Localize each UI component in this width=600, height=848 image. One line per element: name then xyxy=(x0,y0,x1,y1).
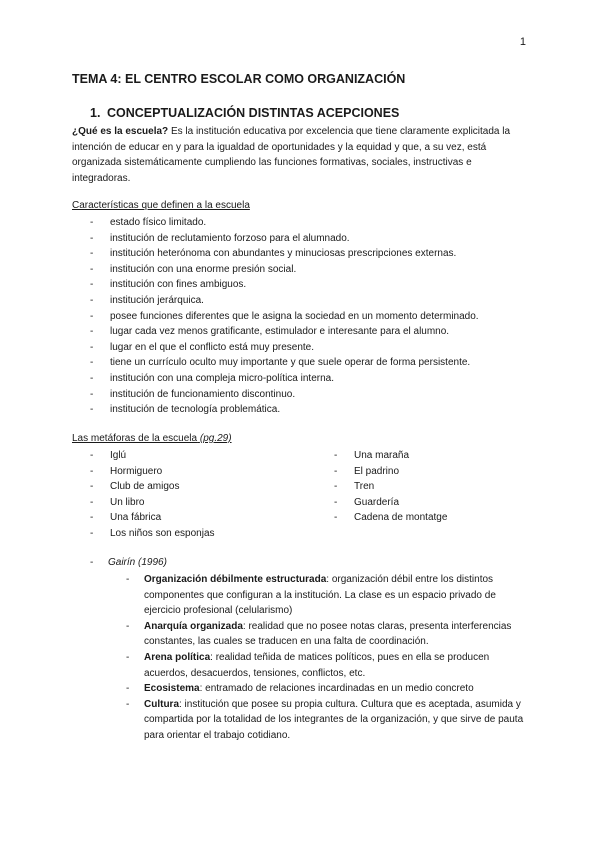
list-item-text: institución jerárquica. xyxy=(110,294,204,306)
list-item: - Arena política: realidad teñida de matices políticos, pues en ella se producen acuerdos, desacuerdos, tensiones, conflictos, etc. xyxy=(126,651,490,679)
list-item-text: institución de tecnología problemática. xyxy=(110,404,281,416)
section-heading-text: CONCEPTUALIZACIÓN DISTINTAS ACEPCIONES xyxy=(107,106,400,120)
list-item: - institución de funcionamiento discontinuo. xyxy=(90,388,296,400)
list-item-text: Cadena de montatge xyxy=(354,512,448,524)
list-item-text: posee funciones diferentes que le asigna la sociedad en un momento determinado. xyxy=(110,310,479,322)
list-item: - institución de tecnología problemática. xyxy=(90,404,281,416)
list-item-text: Un libro xyxy=(110,496,145,508)
characteristics-list xyxy=(90,215,479,418)
list-item-text: institución heterónoma con abundantes y minuciosas prescripciones externas. xyxy=(110,248,457,260)
list-item-text: Una maraña xyxy=(354,450,410,461)
list-item-text: Una fábrica xyxy=(110,512,162,524)
page-number: 1 xyxy=(519,36,526,48)
list-item-text: institución con una enorme presión social. xyxy=(110,263,297,275)
list-item: - Un libro xyxy=(90,496,145,508)
term: Organización débilmente estructurada xyxy=(144,574,327,585)
intro-text: Es la institución educativa por excelencia que tiene claramente explicitada la intención de educar en y para la igualdad de oportunidades y la equidad y que, a su vez, está organizada sistemáticamente cumpliendo las funciones formativas, sociales, instructivas e integradoras. xyxy=(72,126,511,184)
metaphors-list-right xyxy=(334,448,447,526)
list-item: - Club de amigos xyxy=(90,481,180,493)
list-item: - tiene un currículo oculto muy importante y que suele operar de forma persistente. xyxy=(90,357,471,369)
list-item-text: institución con una compleja micro-política interna. xyxy=(110,372,334,384)
definition: : realidad teñida de matices políticos, pues en ella se producen acuerdos, desacuerdos, tensiones, conflictos, etc. xyxy=(144,651,490,679)
list-item-text: Hormiguero xyxy=(110,465,163,477)
section-heading xyxy=(90,106,399,120)
list-item-text: institución de reclutamiento forzoso para el alumnado. xyxy=(110,232,350,244)
metaphors-heading-text: Las metáforas de la escuela xyxy=(72,433,198,444)
intro-paragraph xyxy=(72,124,532,186)
gairin-reference: - Gairín (1996) xyxy=(90,557,167,568)
list-item: - institución de reclutamiento forzoso para el alumnado. xyxy=(90,232,350,244)
gairin-label: Gairín (1996) xyxy=(108,557,167,568)
list-item-text: Tren xyxy=(354,481,375,493)
term: Ecosistema xyxy=(144,683,200,695)
list-item: - Una maraña xyxy=(334,450,410,461)
metaphors-heading xyxy=(72,433,232,444)
list-item-text: Guardería xyxy=(354,496,400,508)
list-item-text: El padrino xyxy=(354,465,400,477)
metaphors-list-left xyxy=(90,448,215,542)
definition: : entramado de relaciones incardinadas en un medio concreto xyxy=(199,683,474,695)
list-item-text: lugar cada vez menos gratificante, estimulador e interesante para el alumno. xyxy=(110,326,450,338)
definition: : organización débil entre los distintos componentes que configuran a la institución. La clase es un espacio privado de ejercicio profesional (celularismo) xyxy=(144,574,496,617)
list-item-text: lugar en el que el conflicto está muy presente. xyxy=(110,341,315,353)
list-item: - Los niños son esponjas xyxy=(90,527,215,539)
list-item: - Cultura: institución que posee su propia cultura. Cultura que es aceptada, asumida y compartida por la totalidad de los integrantes de la organización, y que sirve de pauta para orientar el trabajo cotidiano. xyxy=(126,698,524,741)
document-title: TEMA 4: EL CENTRO ESCOLAR COMO ORGANIZACIÓN xyxy=(72,72,406,86)
list-item: - lugar en el que el conflicto está muy presente. xyxy=(90,341,315,353)
list-item: - Ecosistema: entramado de relaciones incardinadas en un medio concreto xyxy=(126,683,474,695)
intro-question: ¿Qué es la escuela? xyxy=(72,126,169,137)
list-item: - Anarquía organizada: realidad que no posee notas claras, presenta interferencias constantes, las cuales se traducen en una falta de coordinación. xyxy=(126,620,512,648)
list-item: - institución heterónoma con abundantes y minuciosas prescripciones externas. xyxy=(90,248,457,260)
list-item-text: tiene un currículo oculto muy importante y que suele operar de forma persistente. xyxy=(110,357,471,369)
list-item-text: estado físico limitado. xyxy=(110,217,207,228)
list-item: - posee funciones diferentes que le asigna la sociedad en un momento determinado. xyxy=(90,310,479,322)
list-item: - institución con una compleja micro-política interna. xyxy=(90,372,334,384)
list-item: - Organización débilmente estructurada: organización débil entre los distintos componentes que configuran a la institución. La clase es un espacio privado de ejercicio profesional (celularismo) xyxy=(126,574,496,617)
section-number: 1. xyxy=(90,106,101,120)
list-item: - Hormiguero xyxy=(90,465,163,477)
list-item-text: Los niños son esponjas xyxy=(110,527,215,539)
definition: : institución que posee su propia cultura. Cultura que es aceptada, asumida y compartida por la totalidad de los integrantes de la organización, y que sirve de pauta para orientar el trabajo cotidiano. xyxy=(144,698,524,741)
list-item: - lugar cada vez menos gratificante, estimulador e interesante para el alumno. xyxy=(90,326,450,338)
list-item-text: institución con fines ambiguos. xyxy=(110,279,247,291)
list-item: - Cadena de montatge xyxy=(334,512,448,524)
list-item-text: Iglú xyxy=(110,450,127,461)
definition: : realidad que no posee notas claras, presenta interferencias constantes, las cuales se traducen en una falta de coordinación. xyxy=(144,620,512,648)
list-item: - El padrino xyxy=(334,465,400,477)
list-item: - institución jerárquica. xyxy=(90,294,204,306)
metaphors-page-ref: (pg.29) xyxy=(199,433,232,444)
gairin-list xyxy=(126,572,526,744)
list-item: - Guardería xyxy=(334,496,400,508)
list-item: - Tren xyxy=(334,481,375,493)
term: Arena política xyxy=(144,651,211,663)
list-item: - estado físico limitado. xyxy=(90,217,207,228)
characteristics-heading: Características que definen a la escuela xyxy=(72,200,250,211)
list-item: - institución con fines ambiguos. xyxy=(90,279,247,291)
term: Cultura xyxy=(144,698,179,710)
list-item: - institución con una enorme presión social. xyxy=(90,263,297,275)
term: Anarquía organizada xyxy=(144,620,243,632)
list-item-text: Club de amigos xyxy=(110,481,180,493)
list-item: - Iglú xyxy=(90,450,127,461)
list-item: - Una fábrica xyxy=(90,512,162,524)
list-item-text: institución de funcionamiento discontinuo. xyxy=(110,388,296,400)
